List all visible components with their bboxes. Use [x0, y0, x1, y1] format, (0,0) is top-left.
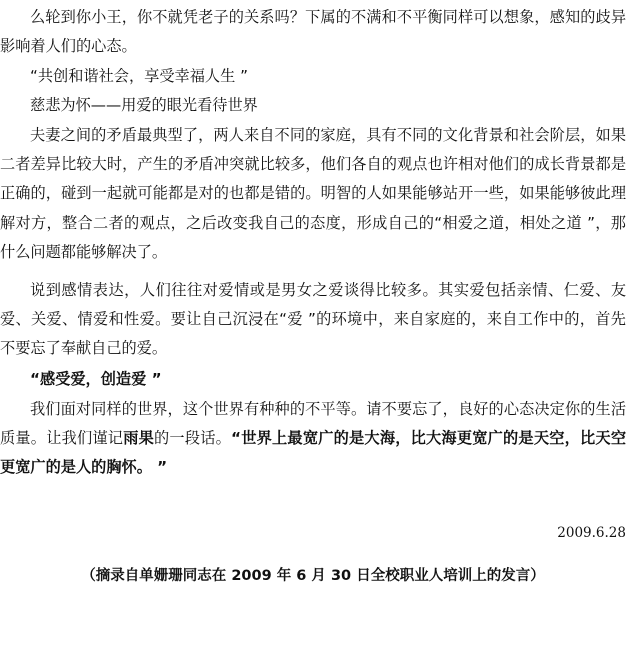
speech-date: 2009.6.28 — [557, 525, 626, 541]
heading-harmony: “共创和谐社会，享受幸福人生 ” — [30, 67, 249, 85]
paragraph-intro: 么轮到你小王，你不就凭老子的关系吗？下属的不满和不平衡同样可以想象，感知的歧异影响着人们的心态。 — [0, 8, 626, 56]
source-note: （摘录自单姗珊同志在 2009 年 6 月 30 日全校职业人培训上的发言） — [81, 568, 545, 584]
paragraph-love-expression: 说到感情表达，人们往往对爱情或是男女之爱谈得比较多。其实爱包括亲情、仁爱、友爱、关爱、情爱和性爱。要让自己沉浸在“爱 ”的环境中，来自家庭的，来自工作中的，首先不要忘了奉献自己的爱。 — [0, 281, 626, 358]
paragraph-couples: 夫妻之间的矛盾最典型了，两人来自不同的家庭，具有不同的文化背景和社会阶层，如果二者差异比较大时，产生的矛盾冲突就比较多，他们各自的观点也许相对他们的成长背景都是正确的，碰到一起就可能都是对的也都是错的。明智的人如果能够站开一些，如果能够彼此理解对方，整合二者的观点，之后改变我自己的态度，形成自己的“相爱之道，相处之道 ”，那什么问题都能够解决了。 — [0, 126, 626, 261]
heading-feel-love: “感受爱，创造爱 ” — [30, 370, 162, 388]
hugo-quote: “世界上最宽广的是大海，比大海更宽广的是天空，比天空更宽广的是人的胸怀。 ” — [0, 429, 626, 477]
heading-compassion: 慈悲为怀——用爱的眼光看待世界 — [30, 96, 258, 114]
paragraph-attitude — [0, 395, 626, 483]
paragraph-attitude-text-2: 的一段话。 — [154, 429, 232, 448]
author-name-hugo: 雨果 — [123, 429, 155, 448]
paragraph-attitude-text: 我们面对同样的世界，这个世界有种种的不平等。请不要忘了，良好的心态决定你的生活质量。让我们谨记 — [0, 400, 626, 448]
